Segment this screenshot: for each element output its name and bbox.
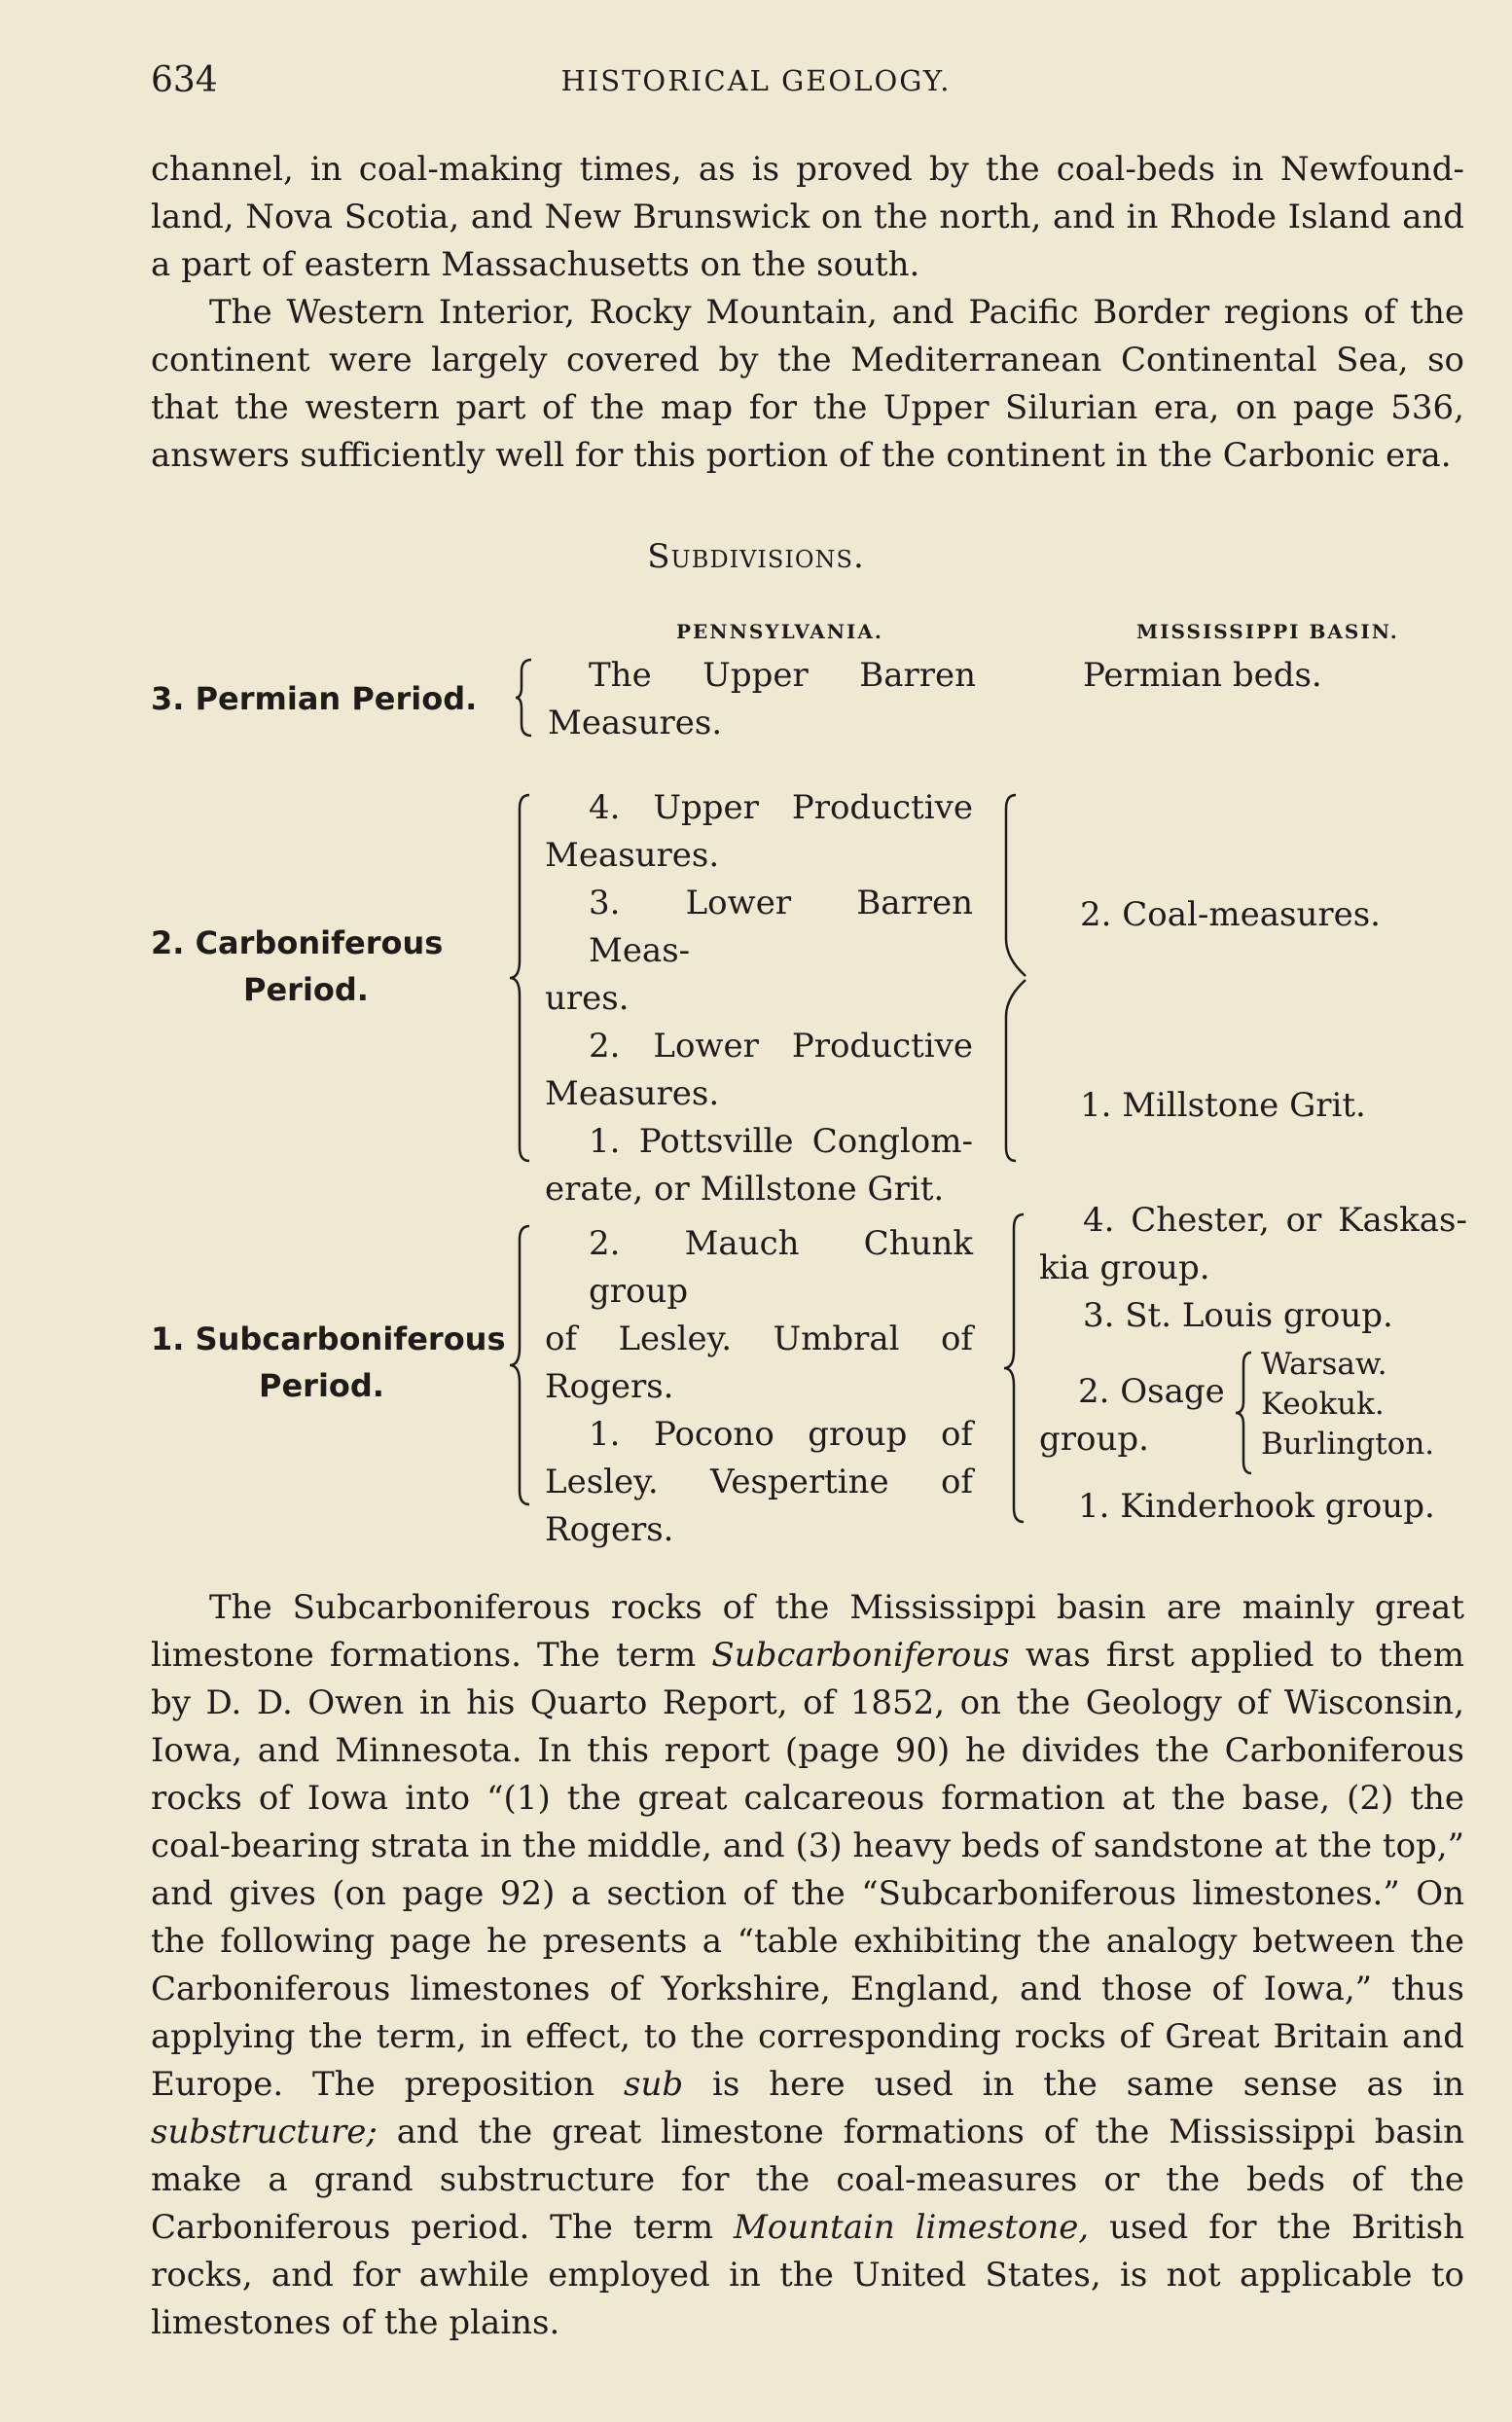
carboniferous-mississippi-lower: 1. Millstone Grit. (1080, 1086, 1366, 1125)
permian-pennsylvania-cell: The Upper Barren Measures. (548, 656, 976, 742)
carboniferous-lower-right-brace (1002, 978, 1031, 1163)
carboniferous-period-label-line1: 2. Carboniferous (151, 924, 444, 961)
osage-group-label-line2: group. (1039, 1420, 1149, 1459)
page-header (151, 60, 1361, 109)
carboniferous-mississippi-upper: 2. Coal-measures. (1080, 895, 1381, 934)
body-paragraph: The Subcarboniferous rocks of the Mississippi basin are mainly great limestone formations. The term Subcarboniferous was first applied to them by D. D. Owen in his Quarto Report, of 1852, on the Geology of Wisconsin, Iowa, and Minnesota. In this report (page 90) he divides the Carboniferous rocks of Iowa into “(1) the great calcareous formation at the base, (2) the coal-bearing strata in the middle, and (3) heavy beds of sandstone at the top,” and gives (on page 92) a section of the “Subcarboniferous limestones.” On the following page he presents a “table exhibiting the analogy between the Carboniferous limestones of Yorkshire, England, and those of Iowa,” thus applying the term, in effect, to the corresponding rocks of Great Britain and Europe. The preposition sub is here used in the same sense as in substructure; and the great limestone formations of the Mississippi basin make a grand substructure for the coal-measures or the beds of the Carboniferous period. The term Mountain limestone, used for the British rocks, and for awhile employed in the United States, is not applicable to limestones of the plains. (151, 1588, 1465, 2342)
osage-subgroups: Warsaw. Keokuk. Burlington. (1261, 1347, 1435, 1462)
carboniferous-left-brace (506, 793, 535, 1163)
subcarboniferous-left-brace (506, 1224, 535, 1506)
permian-brace (514, 658, 537, 738)
permian-mississippi-cell: Permian beds. (1083, 656, 1322, 695)
carboniferous-period-label-line2: Period. (243, 971, 369, 1008)
column-header-mississippi: MISSISSIPPI BASIN. (1136, 620, 1399, 643)
column-header-pennsylvania: PENNSYLVANIA. (676, 620, 883, 643)
subcarboniferous-period-label-line2: Period. (259, 1367, 384, 1404)
intro-paragraph-1: channel, in coal-making times, as is proved by the coal-beds in Newfound-land, Nova Scotia, and New Brunswick on the north, and in Rhode Island and a part of eastern Massachusetts on the south. (151, 150, 1464, 284)
carboniferous-upper-right-brace (1002, 793, 1031, 978)
kinderhook-group: 1. Kinderhook group. (1078, 1487, 1435, 1526)
subcarboniferous-period-label-line1: 1. Subcarboniferous (151, 1320, 506, 1357)
running-title: HISTORICAL GEOLOGY. (560, 64, 952, 97)
subcarboniferous-right-brace (1000, 1212, 1029, 1524)
subcarboniferous-pennsylvania-cell: 2. Mauch Chunk group of Lesley. Umbral of Rogers. 1. Pocono group of Lesley. Vespertine of Rogers. (545, 1224, 973, 1549)
intro-paragraph-2: The Western Interior, Rocky Mountain, and Pacific Border regions of the continent were largely covered by the Mediterranean Continental Sea, so that the western part of the map for the Upper Silurian era, on page 536, answers sufficiently well for this portion of the continent in the Carbonic era. (151, 293, 1464, 475)
carboniferous-pennsylvania-cell: 4. Upper Productive Measures. 3. Lower Barren Meas- ures. 2. Lower Productive Measures. 1. Pottsville Conglom- erate, or Millstone Grit. (545, 788, 973, 1209)
osage-group-label-line1: 2. Osage (1078, 1372, 1225, 1411)
osage-brace (1234, 1351, 1255, 1475)
page-number: 634 (151, 60, 218, 100)
permian-period-label: 3. Permian Period. (151, 680, 478, 717)
section-title: Subdivisions. (647, 537, 865, 576)
subcarboniferous-mississippi-cell: 4. Chester, or Kaskas- kia group. 3. St. Louis group. (1039, 1201, 1467, 1335)
